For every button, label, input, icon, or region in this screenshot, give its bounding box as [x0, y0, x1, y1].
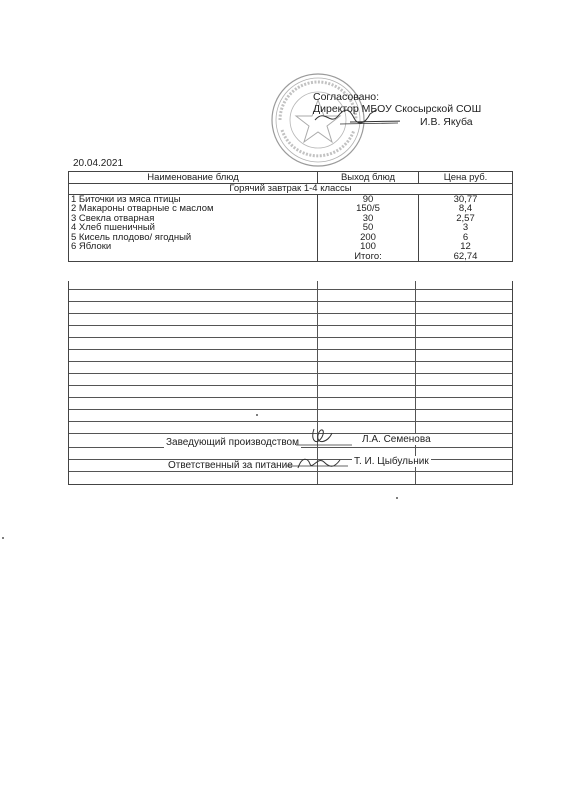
total-row [69, 252, 513, 262]
dish-price: 2,57 [419, 214, 513, 224]
document-date: 20.04.2021 [73, 158, 124, 169]
grid-line [69, 409, 512, 410]
grid-line [69, 289, 512, 290]
grid-line [69, 349, 512, 350]
dish-yield: 50 [318, 223, 419, 233]
dish-price: 3 [419, 223, 513, 233]
approval-director: Директор МБОУ Скосырской СОШ [313, 103, 482, 115]
manager-signature [292, 425, 356, 449]
header-dish-name: Наименование блюд [69, 172, 318, 184]
total-empty-cell [69, 252, 318, 262]
dish-name: 5 Кисель плодово/ ягодный [69, 233, 318, 243]
dish-price: 8,4 [419, 204, 513, 214]
scan-speck [256, 414, 258, 416]
dish-name: 3 Свекла отварная [69, 214, 318, 224]
dish-name: 1 Биточки из мяса птицы [69, 194, 318, 204]
nutrition-role: Ответственный за питание [168, 460, 293, 471]
grid-line [69, 301, 512, 302]
table-header-row [69, 172, 513, 184]
dish-price: 6 [419, 233, 513, 243]
total-value: 62,74 [419, 252, 513, 262]
dish-yield: 100 [318, 242, 419, 252]
grid-line [69, 433, 512, 434]
grid-line [69, 361, 512, 362]
section-title: Горячий завтрак 1-4 классы [69, 184, 513, 195]
header-price: Цена руб. [419, 172, 513, 184]
scan-speck [396, 497, 398, 499]
menu-table [68, 171, 513, 262]
approval-director-name: И.В. Якуба [420, 116, 473, 128]
header-yield: Выход блюд [318, 172, 419, 184]
manager-role: Заведующий производством [166, 437, 299, 448]
grid-line [69, 397, 512, 398]
dish-name: 2 Макароны отварные с маслом [69, 204, 318, 214]
dish-yield: 150/5 [318, 204, 419, 214]
scan-speck [2, 537, 4, 539]
dish-name: 4 Хлеб пшеничный [69, 223, 318, 233]
table-row [69, 242, 513, 252]
dish-yield: 90 [318, 194, 419, 204]
table-row [69, 233, 513, 243]
director-signature [310, 104, 400, 128]
grid-line [69, 421, 512, 422]
grid-line [69, 313, 512, 314]
dish-yield: 200 [318, 233, 419, 243]
grid-line [69, 373, 512, 374]
dish-yield: 30 [318, 214, 419, 224]
grid-col-line [415, 281, 416, 484]
manager-name: Л.А. Семенова [362, 434, 431, 445]
nutrition-signature [284, 452, 352, 472]
total-label: Итого: [318, 252, 419, 262]
section-row [69, 184, 513, 195]
approval-label: Согласовано: [313, 91, 380, 103]
dish-name: 6 Яблоки [69, 242, 318, 252]
grid-line [69, 337, 512, 338]
dish-price: 30,77 [419, 194, 513, 204]
nutrition-name: Т. И. Цыбульник [354, 456, 429, 467]
dish-price: 12 [419, 242, 513, 252]
grid-line [69, 325, 512, 326]
grid-line [69, 385, 512, 386]
